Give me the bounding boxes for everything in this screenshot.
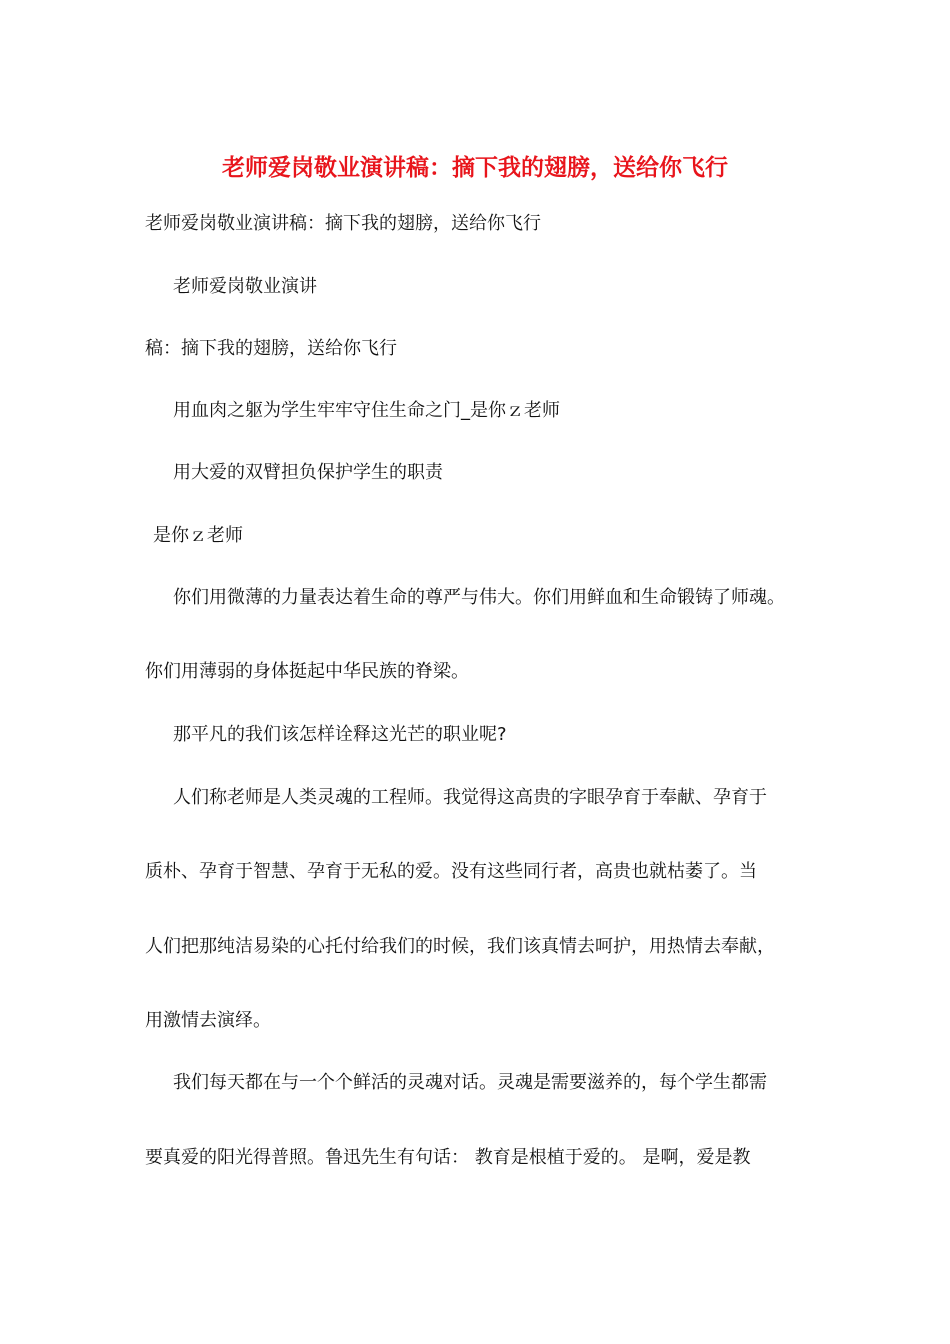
text-line-13: 用激情去演绎。: [145, 1010, 271, 1031]
text-line-11: 质朴、孕育于智慧、孕育于无私的爱。没有这些同行者，高贵也就枯萎了。当: [145, 861, 757, 882]
text-line-6: 是你ｚ老师: [153, 525, 243, 546]
text-line-4: 用血肉之躯为学生牢牢守住生命之门_是你ｚ老师: [173, 400, 560, 421]
text-line-9: 那平凡的我们该怎样诠释这光芒的职业呢?: [173, 724, 507, 745]
text-line-1: 老师爱岗敬业演讲稿：摘下我的翅膀，送给你飞行: [145, 213, 541, 234]
text-line-15: 要真爱的阳光得普照。鲁迅先生有句话： 教育是根植于爱的。 是啊，爱是教: [145, 1147, 751, 1168]
text-line-14: 我们每天都在与一个个鲜活的灵魂对话。灵魂是需要滋养的，每个学生都需: [173, 1072, 767, 1093]
text-line-12: 人们把那纯洁易染的心托付给我们的时候，我们该真情去呵护，用热情去奉献，: [145, 936, 775, 957]
text-line-2: 老师爱岗敬业演讲: [173, 276, 317, 297]
text-line-7: 你们用微薄的力量表达着生命的尊严与伟大。你们用鲜血和生命锻铸了师魂。: [173, 587, 785, 608]
document-title: 老师爱岗敬业演讲稿：摘下我的翅膀，送给你飞行: [222, 154, 728, 181]
text-line-8: 你们用薄弱的身体挺起中华民族的脊梁。: [145, 661, 469, 682]
text-line-3: 稿：摘下我的翅膀，送给你飞行: [145, 338, 397, 359]
text-line-5: 用大爱的双臂担负保护学生的职责: [173, 462, 443, 483]
text-line-10: 人们称老师是人类灵魂的工程师。我觉得这高贵的字眼孕育于奉献、孕育于: [173, 787, 767, 808]
